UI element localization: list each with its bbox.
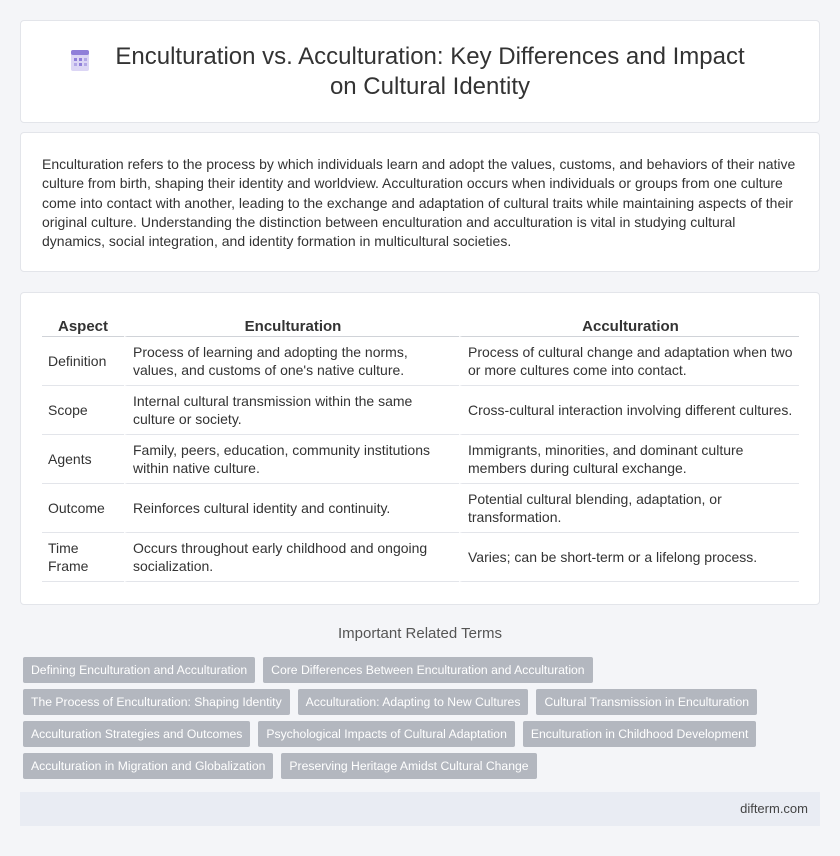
related-term-tag[interactable]: Enculturation in Childhood Development (523, 721, 756, 747)
table-header-row (42, 315, 799, 337)
tag-row (23, 689, 813, 715)
cell-enculturation: Process of learning and adopting the norms, values, and customs of one's native culture. (124, 337, 459, 386)
related-term-tag[interactable]: Acculturation in Migration and Globalization (23, 753, 273, 779)
related-terms-list (23, 657, 813, 785)
cell-enculturation: Internal cultural transmission within the same culture or society. (124, 386, 459, 435)
cell-acculturation: Process of cultural change and adaptation when two or more cultures come into contact. (459, 337, 799, 386)
cell-aspect: Outcome (42, 484, 124, 533)
header-enculturation: Enculturation (124, 315, 459, 337)
related-term-tag[interactable]: Acculturation Strategies and Outcomes (23, 721, 250, 747)
cell-acculturation: Potential cultural blending, adaptation, or transformation. (459, 484, 799, 533)
tag-row (23, 721, 813, 747)
table-row (42, 337, 799, 386)
cell-enculturation: Family, peers, education, community institutions within native culture. (124, 435, 459, 484)
related-terms-heading: Important Related Terms (338, 625, 502, 642)
cell-aspect: Scope (42, 386, 124, 435)
cell-aspect: Agents (42, 435, 124, 484)
header-acculturation: Acculturation (459, 315, 799, 337)
table-row (42, 386, 799, 435)
cell-aspect: Definition (42, 337, 124, 386)
related-term-tag[interactable]: Preserving Heritage Amidst Cultural Change (281, 753, 536, 779)
intro-paragraph: Enculturation refers to the process by which individuals learn and adopt the values, customs, and behaviors of their native culture from birth, shaping their identity and worldview. Acculturation occurs when individuals or groups from one culture come into contact with another, leading to the exchange and adaptation of cultural traits while maintaining aspects of their original culture. Understanding the distinction between enculturation and acculturation is vital in studying cultural dynamics, social integration, and identity formation in multicultural societies. (42, 156, 796, 250)
cell-acculturation: Varies; can be short-term or a lifelong process. (459, 533, 799, 582)
intro-card (20, 132, 820, 272)
cell-enculturation: Reinforces cultural identity and continuity. (124, 484, 459, 533)
related-term-tag[interactable]: The Process of Enculturation: Shaping Identity (23, 689, 290, 715)
title-card (20, 20, 820, 123)
cell-aspect: Time Frame (42, 533, 124, 582)
cell-acculturation: Cross-cultural interaction involving different cultures. (459, 386, 799, 435)
page-title: Enculturation vs. Acculturation: Key Differences and Impact on Cultural Identity (115, 42, 745, 100)
footer (20, 792, 820, 826)
cell-enculturation: Occurs throughout early childhood and ongoing socialization. (124, 533, 459, 582)
footer-site-link[interactable]: difterm.com (740, 801, 808, 816)
comparison-card (20, 292, 820, 605)
table-row (42, 484, 799, 533)
header-aspect: Aspect (42, 315, 124, 337)
table-row (42, 533, 799, 582)
table-row (42, 435, 799, 484)
related-term-tag[interactable]: Acculturation: Adapting to New Cultures (298, 689, 529, 715)
related-term-tag[interactable]: Defining Enculturation and Acculturation (23, 657, 255, 683)
related-term-tag[interactable]: Cultural Transmission in Enculturation (536, 689, 757, 715)
related-term-tag[interactable]: Psychological Impacts of Cultural Adaptation (258, 721, 515, 747)
cell-acculturation: Immigrants, minorities, and dominant culture members during cultural exchange. (459, 435, 799, 484)
tag-row (23, 753, 813, 779)
related-term-tag[interactable]: Core Differences Between Enculturation and Acculturation (263, 657, 592, 683)
tag-row (23, 657, 813, 683)
comparison-table (42, 315, 799, 582)
